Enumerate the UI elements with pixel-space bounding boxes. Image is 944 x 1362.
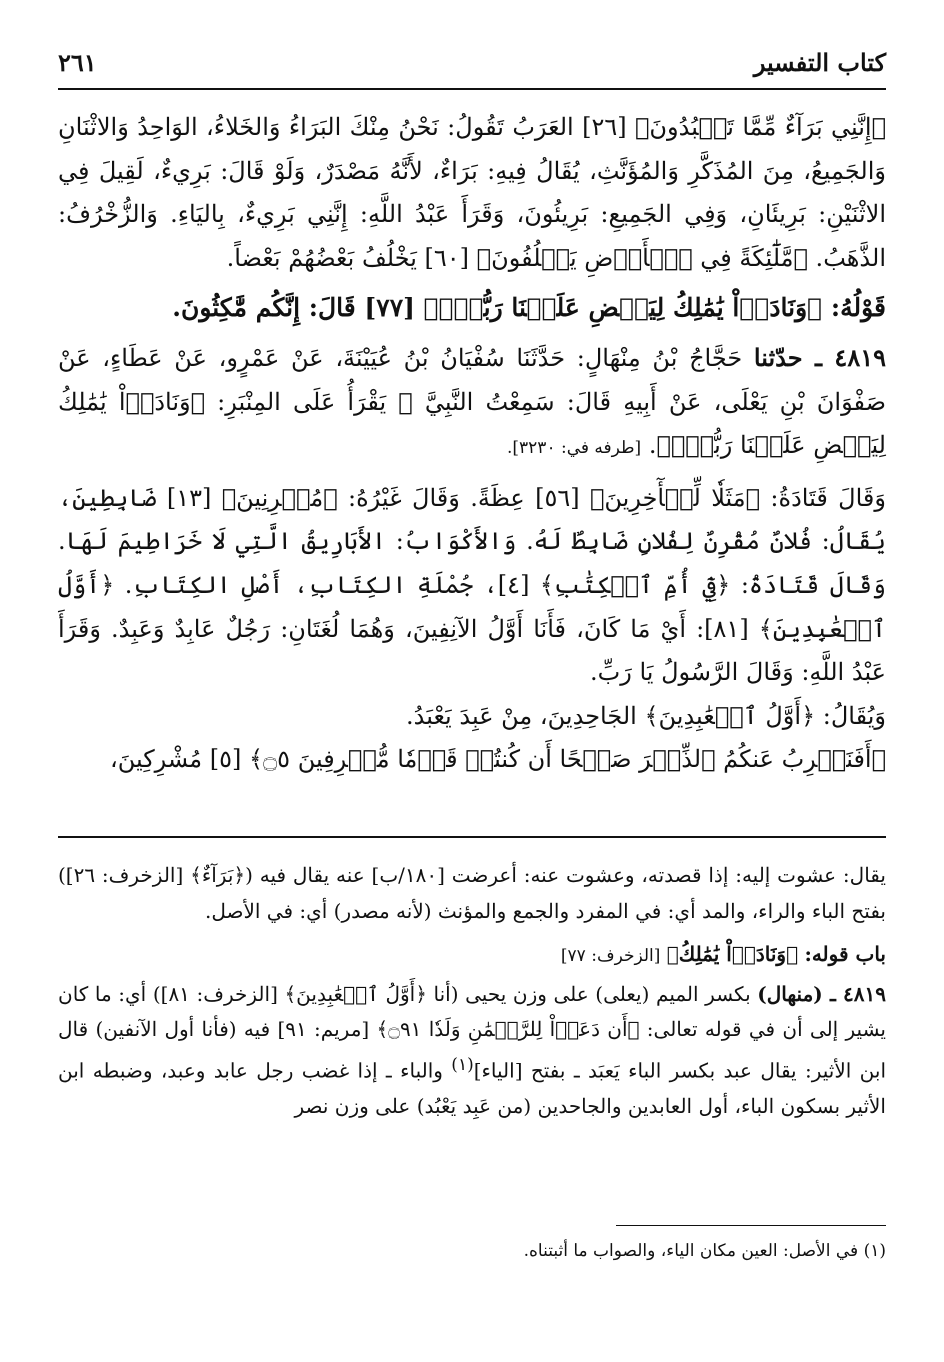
footnote-reference[interactable]: (١) [451, 1054, 474, 1075]
commentary-text [58, 858, 886, 1125]
main-paragraph-3: وَقَالَ قَتَادَةُ: ﴿مَثَلٗا لِّلۡأٓخِرِينَ﴾ [٥٦] عِظَةً. وَقَالَ غَيْرُهُ: ﴿مُقۡرِنِينَ﴾ [١٣] ضَابِطِينَ، يُقَالُ: فُلانٌ مُقْرِنٌ لِفُلانٍ ضَابِطٌ لَهُ. وَالأَكْوَابُ: الأَبَارِيقُ الَّتِي لَا خَرَاطِيمَ لَهَا. وَقَالَ قَتَادَةُ: ﴿فِيٓ أُمِّ ٱلۡكِتَٰبِ﴾ [٤]، جُمْلَةِ الكِتَابِ، أَصْلِ الكِتَابِ. ﴿أَوَّلُ ٱلۡعَٰبِدِينَ﴾ [٨١]: أَيْ مَا كَانَ، فَأَنَا أَوَّلُ الآنِفِينَ، وَهُمَا لُغَتَانِ: رَجُلٌ عَابِدٌ وَعَبِدٌ. وَقَرَأَ عَبْدُ اللَّهِ: وَقَالَ الرَّسُولُ يَا رَبِّ. [58, 483, 886, 687]
hadith-number: ٤٨١٩ ـ حدّثنا [753, 342, 886, 372]
header-rule [58, 88, 886, 90]
book-title: كتاب التفسير [753, 48, 886, 77]
commentary-paragraph-2 [58, 977, 886, 1125]
main-paragraph-4: وَيُقَالُ: ﴿أَوَّلُ ٱلۡعَٰبِدِينَ﴾ الجَاحِدِينَ، مِنْ عَبِدَ يَعْبَدُ. [406, 701, 886, 730]
heading-tail: قَالَ: إِنَّكُم مَّٰكِثُونَ. [172, 293, 356, 323]
commentary-hadith-number: ٤٨١٩ ـ (منهال) [757, 981, 886, 1006]
chapter-verse: ﴿وَنَادَوۡاْ يَٰمَٰلِكُ﴾ [666, 942, 799, 967]
footnote-rule [616, 1225, 886, 1226]
hadith-text: حَجَّاجُ بْنُ مِنْهَالٍ: حَدَّثَنَا سُفْيَانُ بْنُ عُيَيْنَةَ، عَنْ عَمْرٍو، عَنْ عَطَاءٍ، عَنْ صَفْوَانَ بْنِ يَعْلَى، عَنْ أَبِيهِ قَالَ: سَمِعْتُ النَّبِيَّ ﷺ يَقْرَأُ عَلَى المِنْبَرِ: ﴿وَنَادَوۡاْ يَٰمَٰلِكُ لِيَقۡضِ عَلَيۡنَا رَبُّكَۖ﴾. [58, 343, 886, 460]
chapter-heading [58, 937, 886, 975]
main-paragraph-5: ﴿أَفَنَضۡرِبُ عَنكُمُ ٱلذِّكۡرَ صَفۡحًا أَن كُنتُمۡ قَوۡمٗا مُّسۡرِفِينَ ۝٥﴾ [٥] مُشْرِكِينَ، [109, 745, 886, 774]
commentary-text-b: والباء ـ إذا غضب رجل عابد وعبد، وضبطه ابن الأثير بسكون الباء، أول العابدين والجاحدين (من عَبِد يَعْبُد) على وزن نصر [58, 1058, 886, 1119]
section-heading [58, 286, 886, 330]
footnote [58, 1238, 886, 1264]
commentary-paragraph-1: يقال: عشوت إليه: إذا قصدته، وعشوت عنه: أعرضت [١٨٠/ب] عنه يقال فيه (﴿بَرَآءٌ﴾ [الزخرف: ٢٦]) بفتح الباء والراء، والمد أي: في المفرد والجمع والمؤنث (لأنه مصدر) أي: في الأصل. [58, 863, 886, 923]
hadith-reference: [طرفه في: ٣٢٣٠]. [507, 438, 642, 459]
page-header [58, 42, 886, 82]
chapter-reference: [الزخرف: ٧٧] [560, 946, 661, 967]
chapter-label: باب قوله: [804, 942, 886, 967]
heading-verse: ﴿وَنَادَوۡاْ يَٰمَٰلِكُ لِيَقۡضِ عَلَيۡنَا رَبُّكَۖ﴾ [٧٧] [364, 293, 823, 323]
footnote-marker: (١) [863, 1241, 886, 1261]
hadith-paragraph [58, 336, 886, 471]
main-paragraph-1: ﴿إِنَّنِي بَرَآءٌ مِّمَّا تَعۡبُدُونَ﴾ [٢٦] العَرَبُ تَقُولُ: نَحْنُ مِنْكَ البَرَاءُ وَالخَلاءُ، الوَاحِدُ وَالاثْنَانِ وَالجَمِيعُ، مِنَ المُذَكَّرِ وَالمُؤَنَّثِ، يُقَالُ فِيهِ: بَرَاءٌ، لأَنَّهُ مَصْدَرٌ، وَلَوْ قَالَ: بَرِيءٌ، لَقِيلَ فِي الاثْنَيْنِ: بَرِيئَانِ، وَفِي الجَمِيعِ: بَرِيئُونَ، وَقَرَأَ عَبْدُ اللَّهِ: إِنَّنِي بَرِيءٌ، بِاليَاءِ. وَالزُّخْرُفُ: الذَّهَبُ. ﴿مَّلَٰٓئِكَةً فِي ٱلۡأَرۡضِ يَخۡلُفُونَ﴾ [٦٠] يَخْلُفُ بَعْضُهُمْ بَعْضاً. [58, 113, 887, 272]
heading-label: قَوْلُهُ: [830, 293, 886, 323]
commentary-text-a: بكسر الميم (يعلى) على وزن يحيى (أنا ﴿أَوَّلُ ٱلۡعَٰبِدِينَ﴾ [الزخرف: ٨١]) أي: ما كان يشير إلى أن في قوله تعالى: ﴿أَن دَعَوۡاْ لِلرَّحۡمَٰنِ وَلَدٗا ۝٩١﴾ [مريم: ٩١] فيه (فأنا أول الآنفين) قال ابن الأثير: يقال عبد بكسر الباء يَعبَد ـ بفتح [الياء] [58, 981, 887, 1083]
main-text [58, 106, 886, 782]
page-number: ٢٦١ [58, 48, 97, 77]
commentary-rule [58, 836, 886, 838]
footnote-text: في الأصل: العين مكان الياء، والصواب ما أثبتناه. [523, 1241, 859, 1261]
